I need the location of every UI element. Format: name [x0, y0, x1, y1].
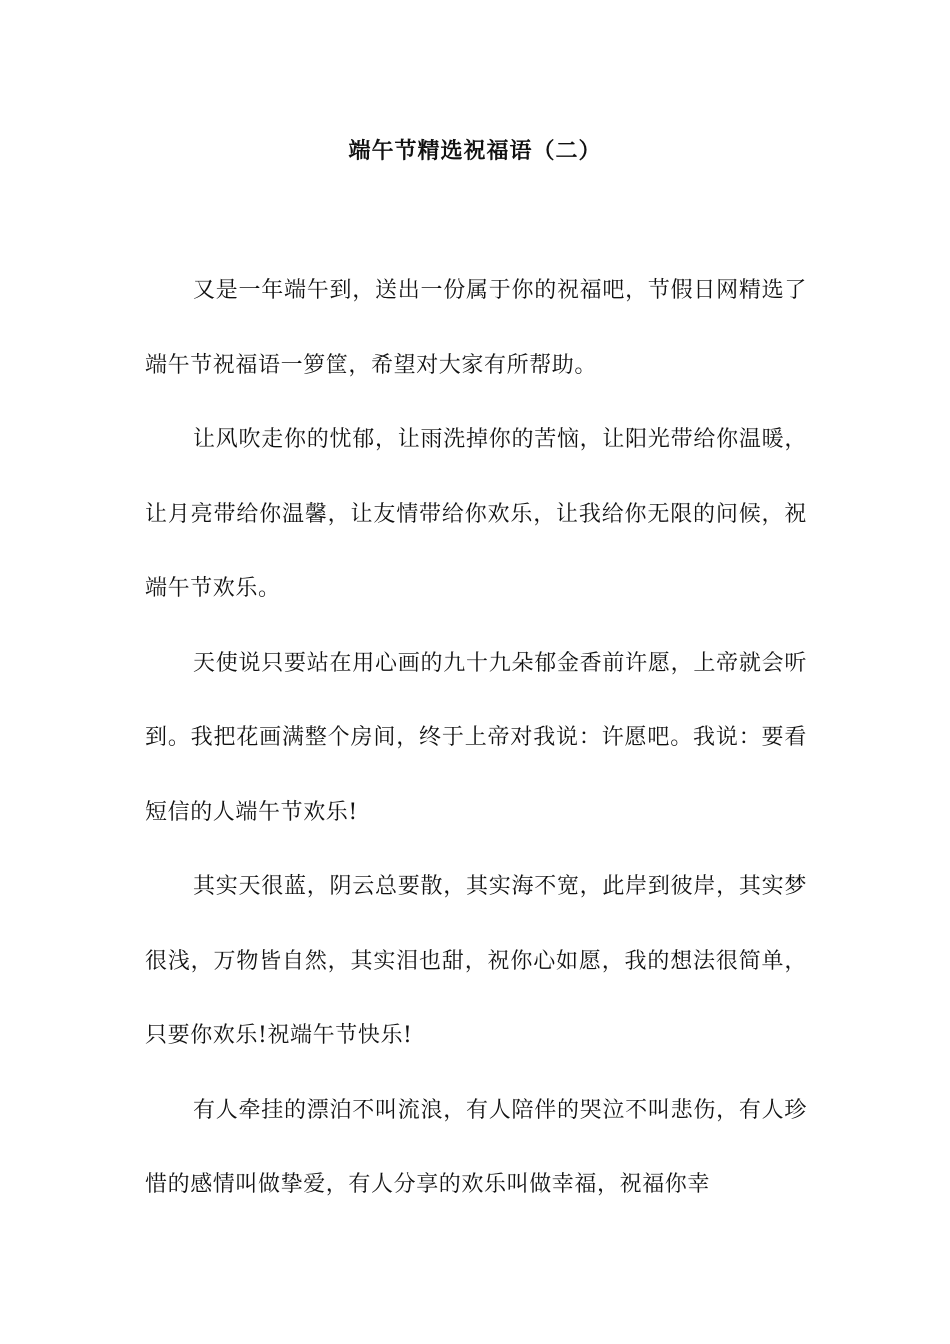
paragraph: 天使说只要站在用心画的九十九朵郁金香前许愿，上帝就会听到。我把花画满整个房间，终于上帝对我说：许愿吧。我说：要看短信的人端午节欢乐!	[145, 650, 807, 825]
document-body	[145, 254, 807, 1223]
paragraph: 有人牵挂的漂泊不叫流浪，有人陪伴的哭泣不叫悲伤，有人珍惜的感情叫做挚爱，有人分享的欢乐叫做幸福，祝福你幸	[145, 1097, 807, 1197]
paragraph: 其实天很蓝，阴云总要散，其实海不宽，此岸到彼岸，其实梦很浅，万物皆自然，其实泪也甜，祝你心如愿，我的想法很简单，只要你欢乐!祝端午节快乐!	[145, 874, 807, 1048]
document-title: 端午节精选祝福语（二）	[348, 138, 602, 164]
paragraph: 又是一年端午到，送出一份属于你的祝福吧，节假日网精选了端午节祝福语一箩筐，希望对大家有所帮助。	[145, 278, 807, 378]
paragraph: 让风吹走你的忧郁，让雨洗掉你的苦恼，让阳光带给你温暖，让月亮带给你温馨，让友情带给你欢乐，让我给你无限的问候，祝端午节欢乐。	[145, 427, 807, 601]
